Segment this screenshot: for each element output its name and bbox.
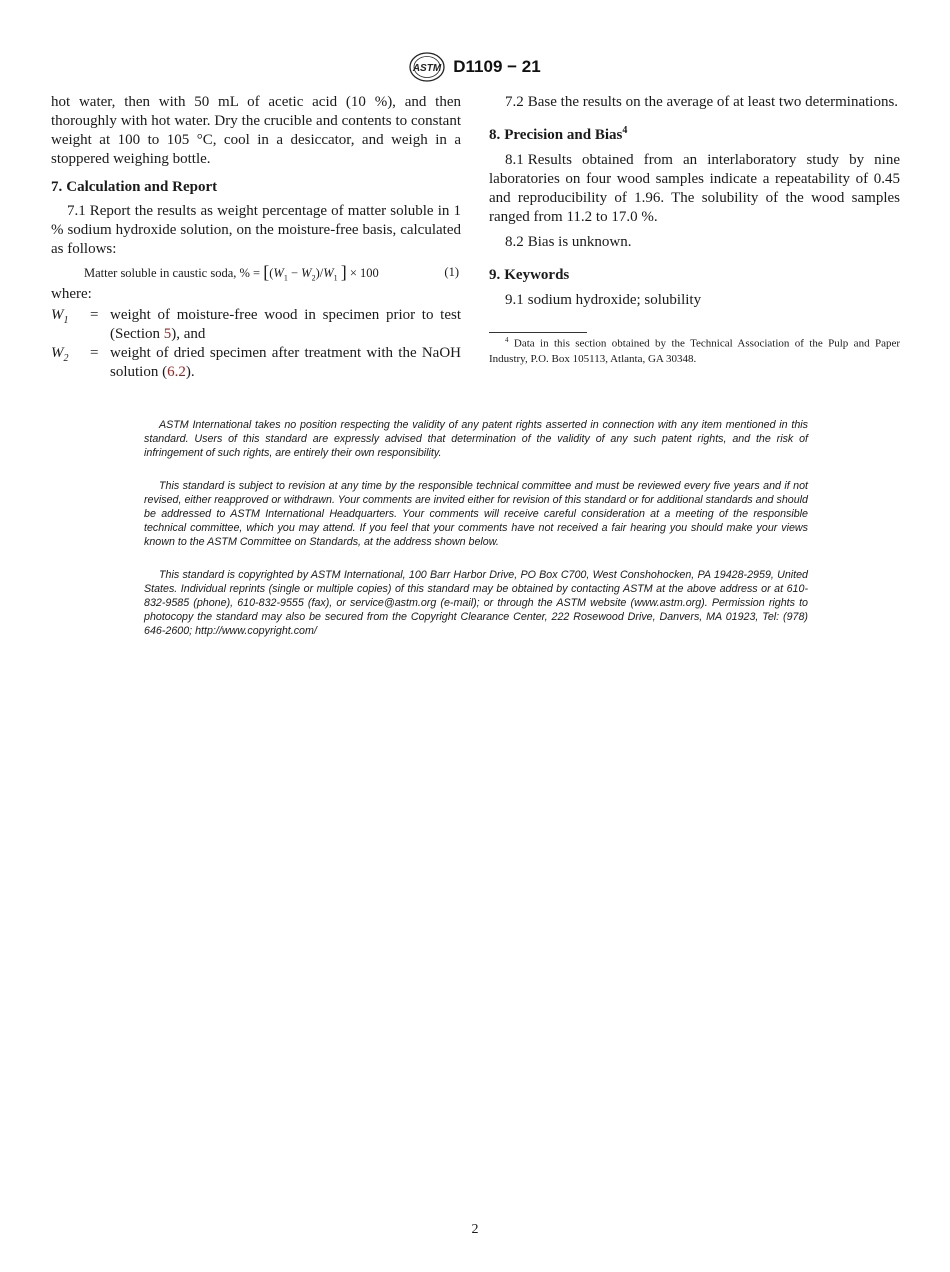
section-7-heading: 7. Calculation and Report [51, 179, 218, 195]
definition-w1: $W_1$ = weight of moisture-free wood in specimen prior to test (Section 5), and [51, 307, 461, 342]
page-number: 2 [471, 1222, 479, 1237]
symbol-w1: $W_1$ [51, 307, 69, 326]
section-6-2-link[interactable]: 6.2 [167, 364, 186, 380]
paragraph-7-1: 7.1 Report the results as weight percentage of matter soluble in 1 % sodium hydroxide solution, on the moisture-free basis, calculated as follows: [51, 203, 461, 257]
astm-logo-icon [409, 52, 445, 82]
paragraph-7-2: 7.2 Base the results on the average of at least two determinations. [505, 94, 899, 110]
equation-number: (1) [444, 265, 459, 279]
paragraph-9-1: 9.1 sodium hydroxide; solubility [505, 292, 702, 308]
logo-text: ASTM [413, 63, 442, 74]
left-column [51, 93, 461, 382]
footnote-4: $^4$ Data in this section obtained by the Technical Association of the Pulp and Paper Industry, P.O. Box 105113, Atlanta, GA 30348. [489, 336, 900, 365]
equation-1 [51, 259, 461, 285]
paragraph-8-1: 8.1 Results obtained from an interlaboratory study by nine laboratories on four wood samples indicate a repeatability of 0.45 and reproducibility of 1.96. The solubility of the wood samples ranged from 11.2 to 17.0 %. [489, 152, 900, 225]
section-5-link[interactable]: 5 [163, 326, 172, 342]
document-designation: D1109 − 21 [453, 57, 541, 76]
page-header [0, 52, 950, 82]
section-9-heading: 9. Keywords [489, 267, 570, 283]
symbol-w2: $W_2$ [51, 345, 69, 364]
right-column [489, 93, 900, 367]
section-8-heading: 8. Precision and Bias$^4$ [489, 125, 628, 143]
revision-notice: This standard is subject to revision at any time by the responsible technical committee and must be reviewed every five years and if not revised, either reapproved or withdrawn. Your comments are invited either for revision of this standard or for additional standards and should be addressed to ASTM International Headquarters. Your comments will receive careful consideration at a meeting of the responsible technical committee, which you may attend. If you feel that your comments have not received a fair hearing you should make your views known to the ASTM Committee on Standards, at the address shown below. [144, 480, 808, 548]
patent-notice: ASTM International takes no position respecting the validity of any patent rights asserted in connection with any item mentioned in this standard. Users of this standard are expressly advised that determination of the validity of any such patent rights, and the risk of infringement of such rights, are entirely their own responsibility. [144, 419, 808, 459]
paragraph-8-2: 8.2 Bias is unknown. [505, 234, 632, 250]
where-label: where: [51, 286, 92, 302]
copyright-notice: This standard is copyrighted by ASTM International, 100 Barr Harbor Drive, PO Box C700, West Conshohocken, PA 19428-2959, United States. Individual reprints (single or multiple copies) of this standard may be obtained by contacting ASTM at the above address or at 610-832-9585 (phone), 610-832-9555 (fax), or service@astm.org (e-mail); or through the ASTM website (www.astm.org). Permission rights to photocopy the standard may also be secured from the Copyright Clearance Center, 222 Rosewood Drive, Danvers, MA 01923, Tel: (978) 646-2600; http://www.copyright.com/ [144, 569, 808, 637]
equation-body: Matter soluble in caustic soda, % = [$(W_1 - W_2)/W_1$ ] × 100 [84, 262, 379, 283]
definition-w2: $W_2$ = weight of dried specimen after treatment with the NaOH solution (6.2). [51, 345, 461, 380]
continued-paragraph: hot water, then with 50 mL of acetic acid (10 %), and then thoroughly with hot water. Dry the crucible and contents to constant weight at 100 to 105 °C, cool in a desiccator, and weigh in a stoppered weighing bottle. [51, 94, 461, 167]
footnote-4-mark: 4 [622, 125, 628, 136]
variable-definitions [51, 306, 461, 382]
